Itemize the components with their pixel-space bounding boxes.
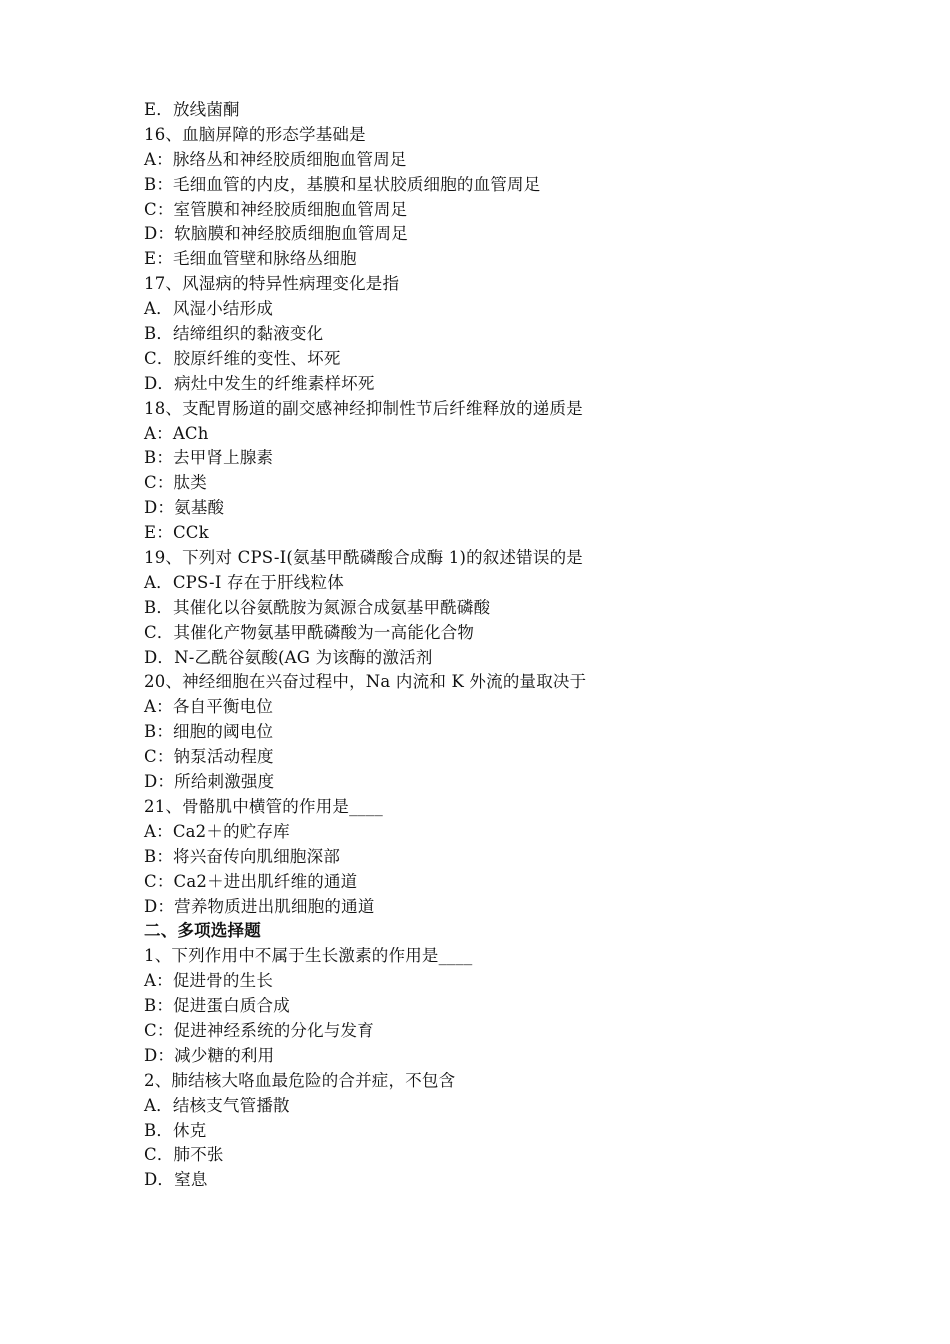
option-line: D：营养物质进出肌细胞的通道: [144, 896, 375, 916]
option-line: A：促进骨的生长: [144, 971, 274, 991]
option-line: D．窒息: [144, 1170, 208, 1190]
option-line: C：Ca2＋进出肌纤维的通道: [144, 871, 358, 891]
option-line: B：去甲肾上腺素: [144, 448, 274, 468]
option-line: C．其催化产物氨基甲酰磷酸为一高能化合物: [144, 622, 475, 642]
option-line: B．其催化以谷氨酰胺为氮源合成氨基甲酰磷酸: [144, 597, 491, 617]
option-line: B．休克: [144, 1120, 207, 1140]
option-line: A：脉络丛和神经胶质细胞血管周足: [144, 149, 407, 169]
option-line: D：所给刺激强度: [144, 772, 275, 792]
option-line: B：促进蛋白质合成: [144, 996, 290, 1016]
option-line: C．肺不张: [144, 1145, 224, 1165]
question-line: 21、骨骼肌中横管的作用是____: [144, 796, 383, 816]
option-line: C：肽类: [144, 473, 207, 493]
question-line: 18、支配胃肠道的副交感神经抑制性节后纤维释放的递质是: [144, 398, 583, 418]
option-line: D．N-乙酰谷氨酸(AG 为该酶的激活剂: [144, 647, 433, 667]
option-line: C：促进神经系统的分化与发育: [144, 1020, 374, 1040]
option-line: D．病灶中发生的纤维素样坏死: [144, 373, 375, 393]
option-line: A：ACh: [144, 423, 209, 443]
question-line: 1、下列作用中不属于生长激素的作用是____: [144, 946, 473, 966]
option-line: B：细胞的阈电位: [144, 722, 274, 742]
option-line: C．胶原纤维的变性、坏死: [144, 348, 341, 368]
question-line: 2、肺结核大咯血最危险的合并症，不包含: [144, 1070, 456, 1090]
question-line: 19、下列对 CPS-I(氨基甲酰磷酸合成酶 1)的叙述错误的是: [144, 548, 583, 568]
option-line: D：减少糖的利用: [144, 1045, 275, 1065]
option-line: E：CCk: [144, 523, 209, 543]
question-line: 17、风湿病的特异性病理变化是指: [144, 274, 400, 294]
option-line: C：钠泵活动程度: [144, 747, 274, 767]
option-line: E．放线菌酮: [144, 100, 240, 119]
option-line: B：毛细血管的内皮，基膜和星状胶质细胞的血管周足: [144, 174, 541, 194]
option-line: E：毛细血管壁和脉络丛细胞: [144, 249, 357, 269]
option-line: A：Ca2＋的贮存库: [144, 821, 290, 841]
option-line: A：各自平衡电位: [144, 697, 274, 717]
question-line: 16、血脑屏障的形态学基础是: [144, 124, 366, 144]
option-line: B：将兴奋传向肌细胞深部: [144, 846, 341, 866]
option-line: D：氨基酸: [144, 498, 225, 518]
section-heading: 二、多项选择题: [144, 921, 261, 941]
option-line: A．CPS-I 存在于肝线粒体: [144, 572, 344, 592]
option-line: D：软脑膜和神经胶质细胞血管周足: [144, 224, 408, 244]
option-line: C：室管膜和神经胶质细胞血管周足: [144, 199, 408, 219]
option-line: B．结缔组织的黏液变化: [144, 324, 324, 344]
document-body: [144, 98, 844, 1193]
option-line: A．风湿小结形成: [144, 299, 274, 319]
question-line: 20、神经细胞在兴奋过程中，Na 内流和 K 外流的量取决于: [144, 672, 587, 692]
option-line: A．结核支气管播散: [144, 1095, 290, 1115]
